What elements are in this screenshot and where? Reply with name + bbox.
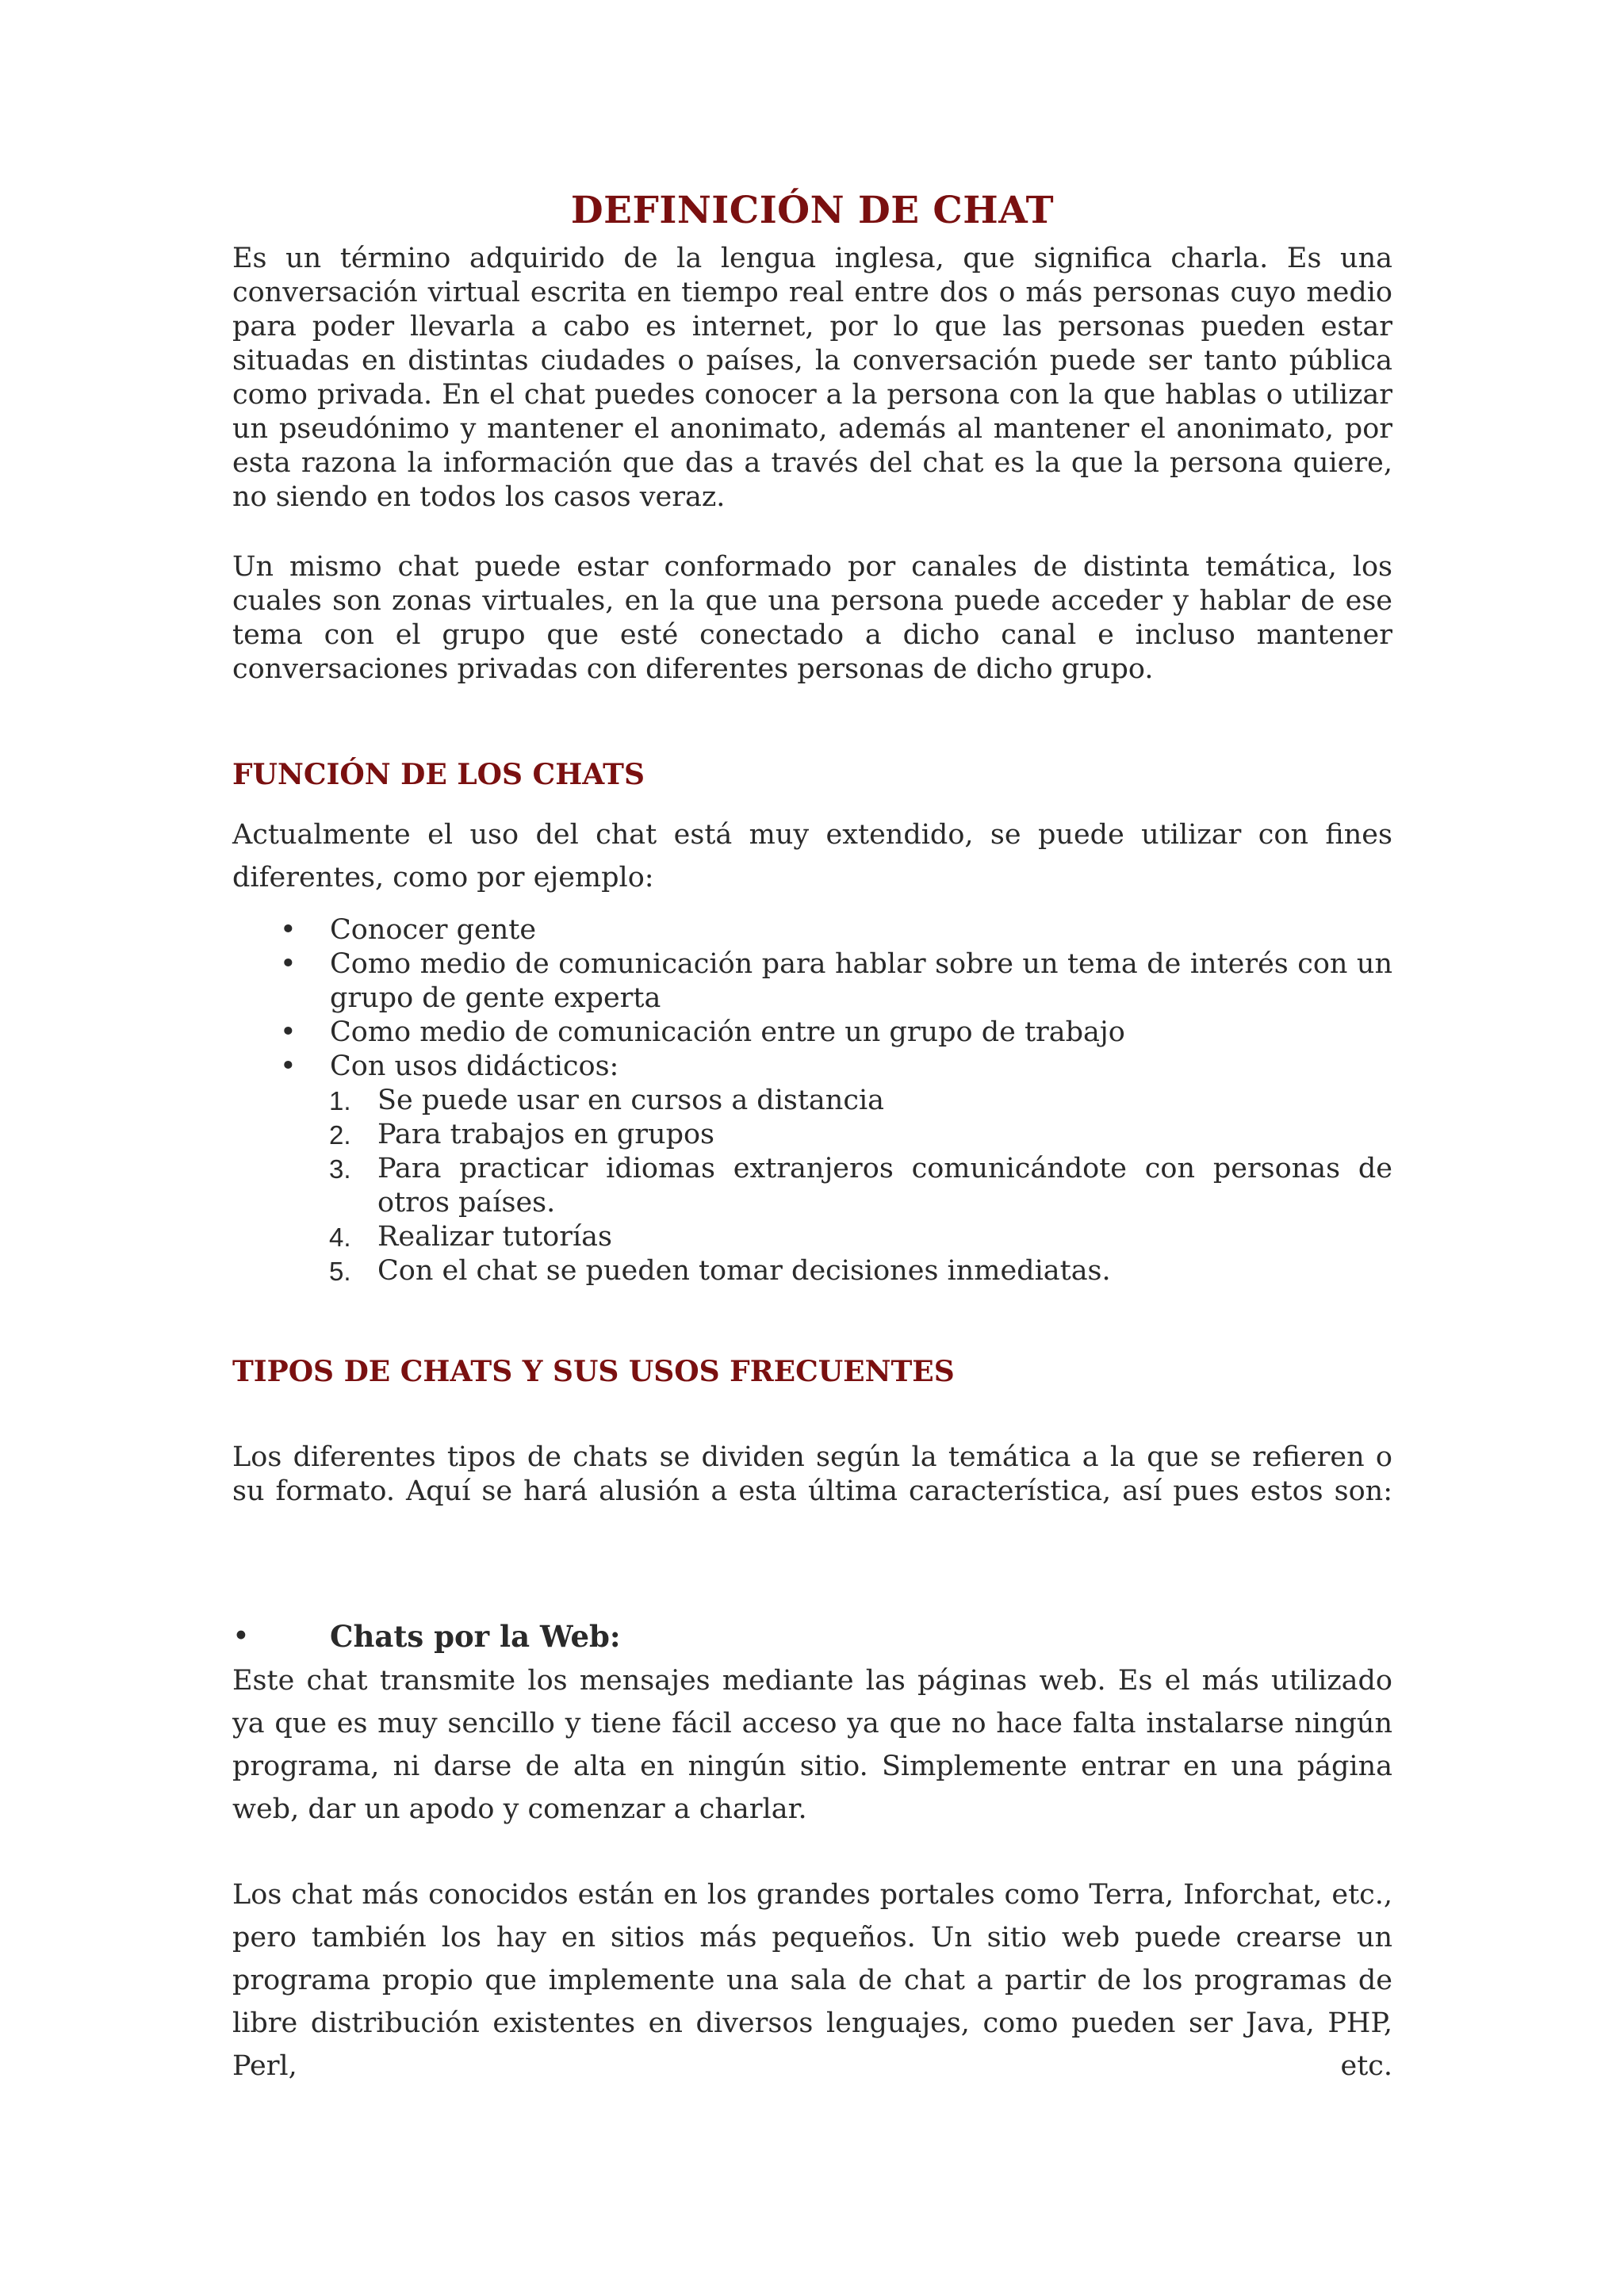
bullet-icon: • [280, 914, 297, 946]
section-heading-tipos: TIPOS DE CHATS Y SUS USOS FRECUENTES [232, 1355, 955, 1388]
numbered-item: 5. Con el chat se pueden tomar decisiones inmediatas. [329, 1255, 1111, 1287]
bullet-icon: • [280, 948, 297, 980]
numbered-item: 2. Para trabajos en grupos [329, 1119, 715, 1150]
didactic-numbered-list [232, 1084, 1392, 1288]
intro-paragraph-2: Un mismo chat puede estar conformado por canales de distinta temática, los cuales son zonas virtuales, en la que una persona puede acceder y hablar de ese tema con el grupo que esté conectado a dicho canal e incluso mantener conversaciones privadas con diferentes personas de dicho grupo. [232, 551, 1392, 685]
funcion-intro: Actualmente el uso del chat está muy extendido, se puede utilizar con fines diferentes, como por ejemplo: [232, 819, 1392, 894]
bullet-icon: • [280, 1050, 297, 1082]
numbered-item: 1. Se puede usar en cursos a distancia [329, 1085, 885, 1116]
web-chat-paragraph-2: Los chat más conocidos están en los grandes portales como Terra, Inforchat, etc., pero también los hay en sitios más pequeños. Un sitio web puede crearse un programa propio que implemente una sala de chat a partir de los programas de libre distribución existentes en diversos lenguajes, como pueden ser Java, PHP, Perl, etc. [232, 1879, 1392, 2082]
web-chat-paragraph-1: Este chat transmite los mensajes mediante las páginas web. Es el más utilizado ya que es muy sencillo y tiene fácil acceso ya que no hace falta instalarse ningún programa, ni darse de alta en ningún sitio. Simplemente entrar en una página web, dar un apodo y comenzar a charlar. [232, 1665, 1392, 1825]
intro-paragraph-1: Es un término adquirido de la lengua inglesa, que significa charla. Es una conversación virtual escrita en tiempo real entre dos o más personas cuyo medio para poder llevarla a cabo es internet, por lo que las personas pueden estar situadas en distintas ciudades o países, la conversación puede ser tanto pública como privada. En el chat puedes conocer a la persona con la que hablas o utilizar un pseudónimo y mantener el anonimato, además al mantener el anonimato, por esta razona la información que das a través del chat es la que la persona quiere, no siendo en todos los casos veraz. [232, 243, 1392, 513]
web-chat-heading: • Chats por la Web: [232, 1617, 1392, 1656]
list-item: • Como medio de comunicación para hablar sobre un tema de interés con un grupo de gente experta [280, 948, 1392, 1014]
bullet-icon: • [232, 1619, 250, 1653]
document-page [232, 189, 1392, 2087]
list-item: • Con usos didácticos: 1. Se puede usar en cursos a distancia 2. Para trabajos en grupos 3. Para practicar idiomas extranjeros comunicándote con personas de otros países. 4. Realizar tutorías 5. Con el chat se pueden tomar decisiones inmediatas. [232, 1050, 1392, 1288]
list-item: • Como medio de comunicación entre un grupo de trabajo [280, 1016, 1125, 1048]
tipos-intro: Los diferentes tipos de chats se dividen según la temática a la que se refieren o su formato. Aquí se hará alusión a esta última característica, así pues estos son: [232, 1441, 1392, 1507]
section-heading-funcion: FUNCIÓN DE LOS CHATS [232, 758, 645, 791]
funcion-bullet-list [232, 913, 1392, 1288]
page-title: DEFINICIÓN DE CHAT [570, 189, 1055, 232]
list-item: • Conocer gente [280, 914, 537, 946]
numbered-item: 3. Para practicar idiomas extranjeros comunicándote con personas de otros países. [329, 1153, 1392, 1219]
numbered-item: 4. Realizar tutorías [329, 1221, 612, 1253]
bullet-icon: • [280, 1016, 297, 1048]
